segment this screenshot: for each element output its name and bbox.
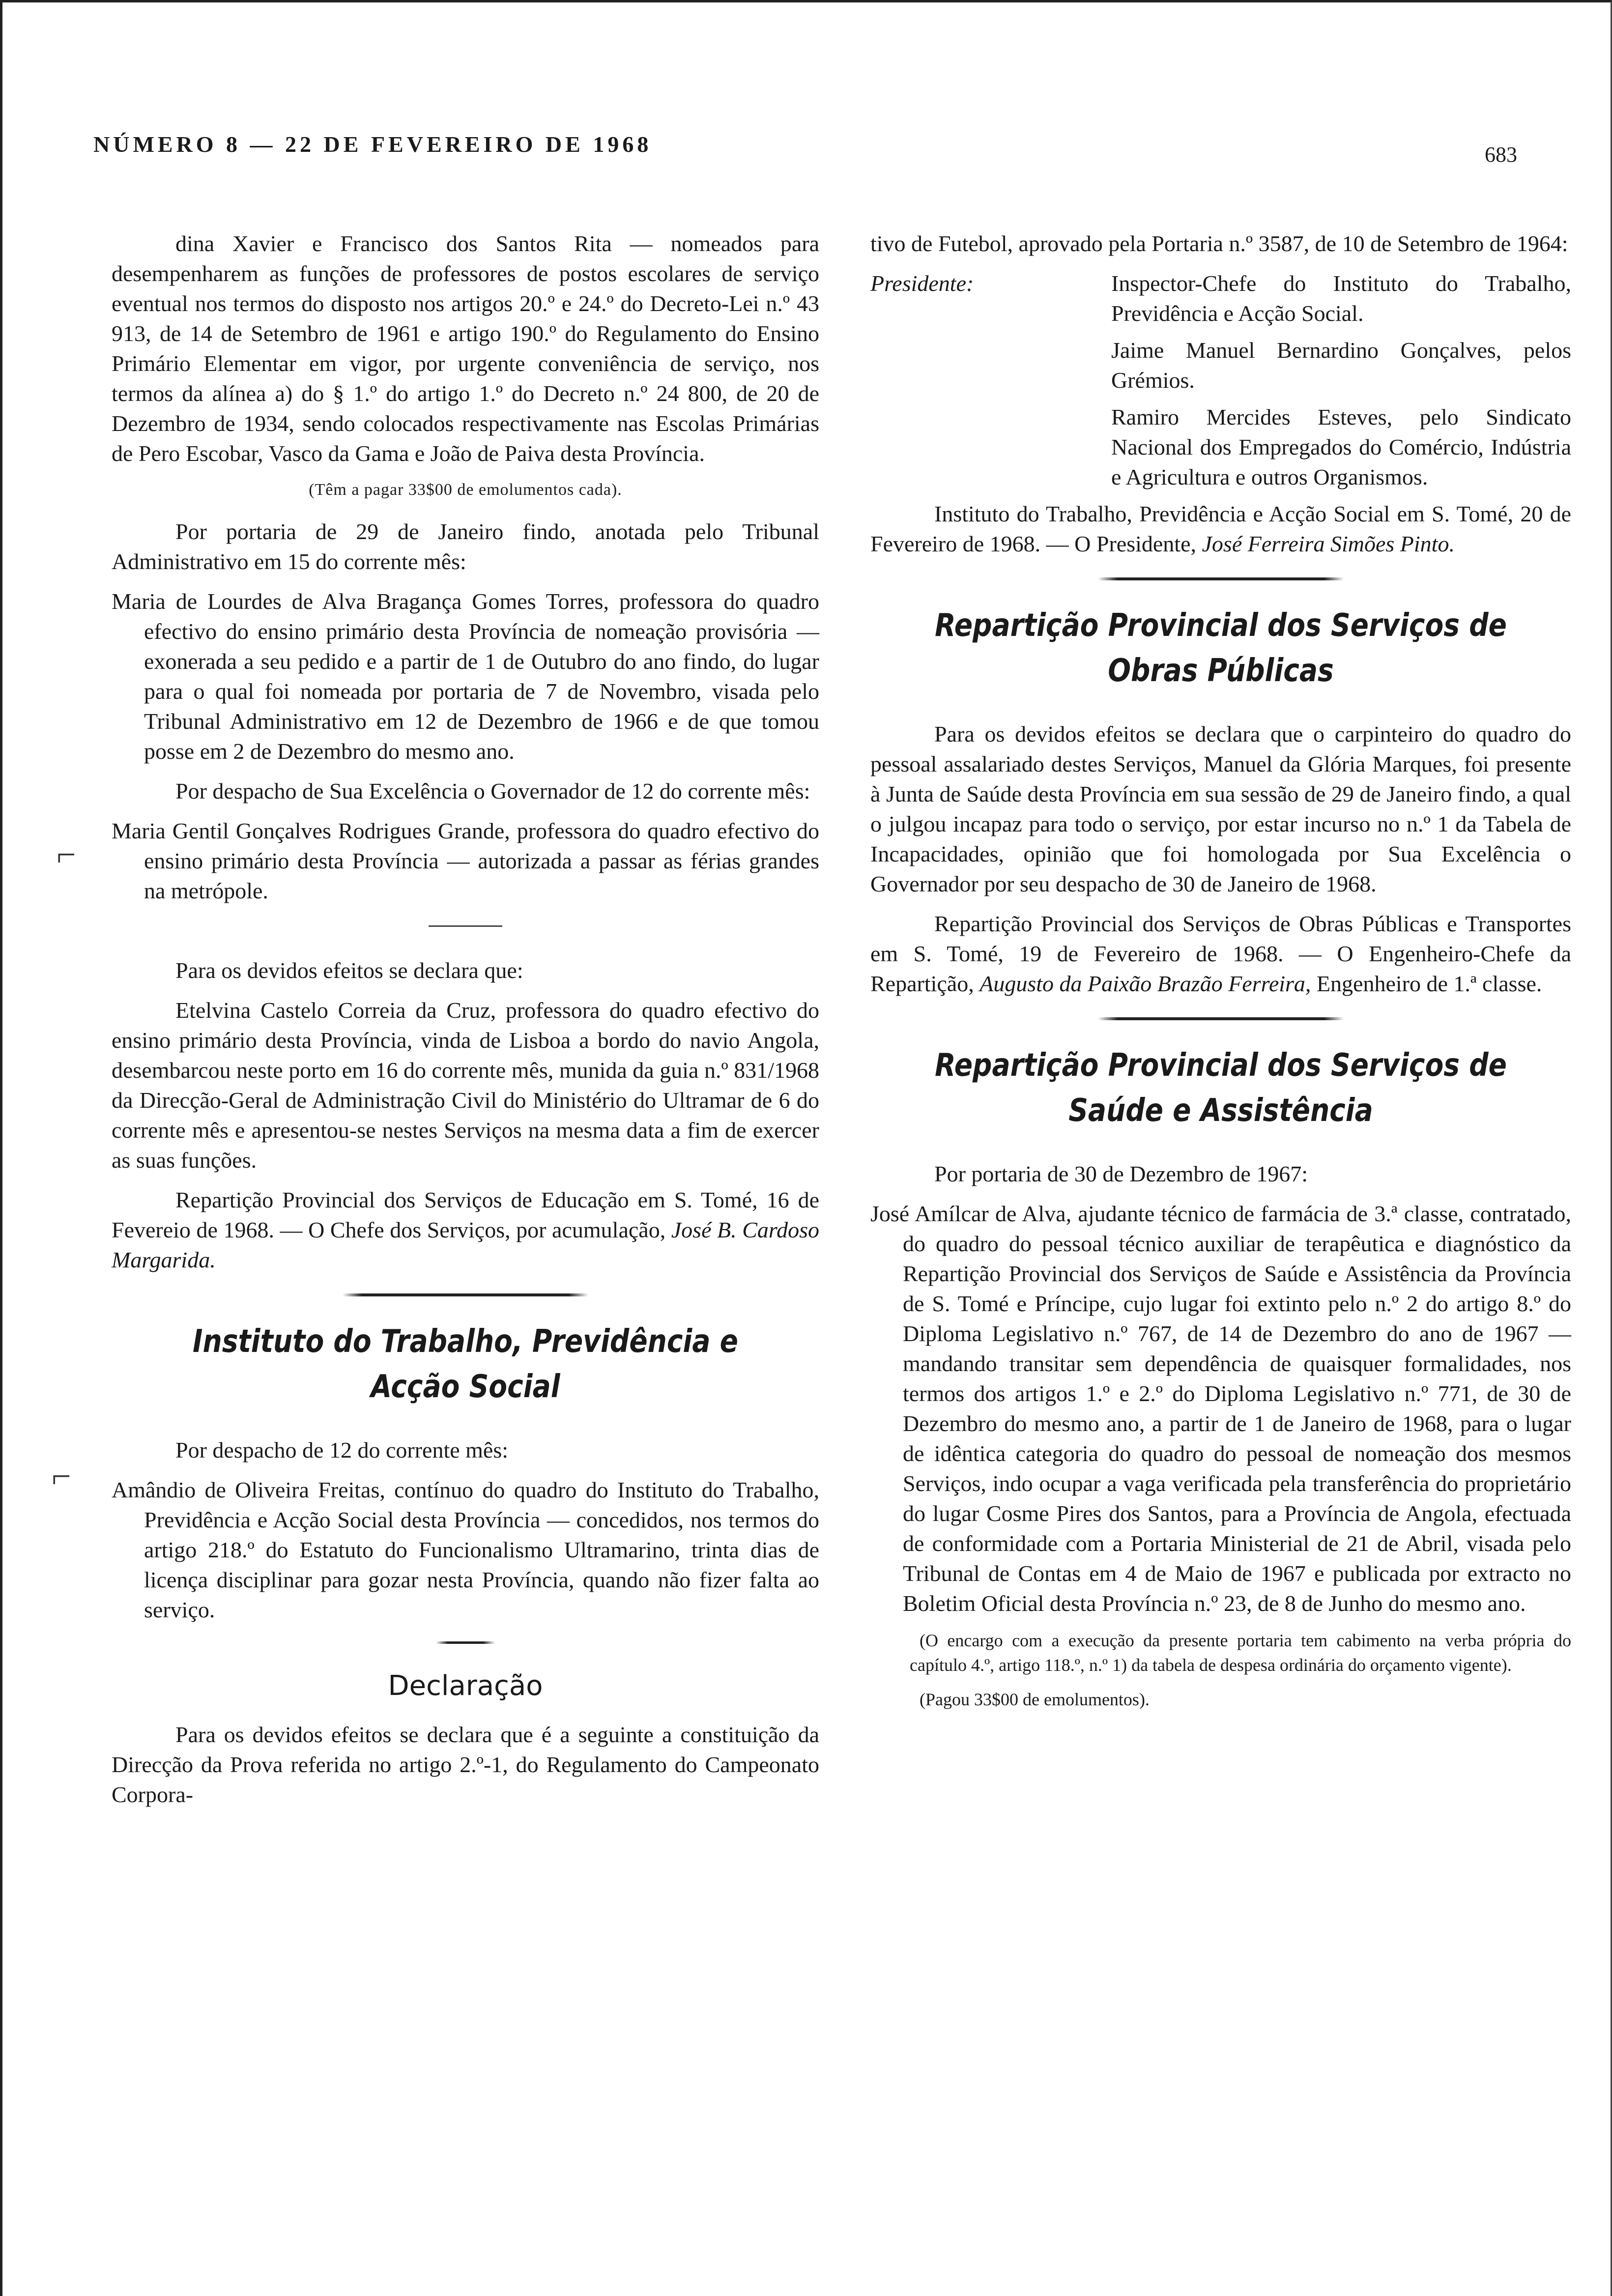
section-divider	[343, 1293, 588, 1296]
section-title: Repartição Provincial dos Serviços de Saúde e Assistência	[935, 1047, 1507, 1129]
signature-title: Engenheiro de 1.ª classe.	[1316, 971, 1542, 996]
declaration-title: Declaração	[388, 1670, 543, 1702]
right-column	[870, 229, 1571, 1722]
committee-member	[870, 268, 1571, 328]
paragraph: Por portaria de 29 de Janeiro findo, anotada pelo Tribunal Administrativo em 15 do corrente mês:	[112, 519, 819, 574]
committee-member: Ramiro Mercides Esteves, pelo Sindicato Nacional dos Empregados do Comércio, Indústria e Agricultura e outros Organismos.	[1111, 404, 1571, 489]
paragraph: Maria de Lourdes de Alva Bragança Gomes Torres, professora do quadro efectivo do ensino primário desta Província de nomeação provisória — exonerada a seu pedido e a partir de 1 de Outubro do ano findo, do lugar para o qual foi nomeada por portaria de 7 de Novembro, visada pelo Tribunal Administrativo em 12 de Dezembro de 1966 e de que tomou posse em 2 de Dezembro do mesmo ano.	[112, 589, 819, 764]
paragraph-text: Repartição Provincial dos Serviços de Obras Públicas e Transportes em S. Tomé, 19 de Fevereiro de 1968. — O Engenheiro-Chefe da Repartição,	[870, 911, 1571, 996]
fee-note: (O encargo com a execução da presente portaria tem cabimento na verba própria do capítulo 4.º, artigo 118.º, n.º 1) da tabela de despesa ordinária do orçamento vigente).	[910, 1631, 1571, 1675]
paragraph: Maria Gentil Gonçalves Rodrigues Grande, professora do quadro efectivo do ensino primário desta Província — autorizada a passar as férias grandes na metrópole.	[112, 818, 819, 903]
section-title: Repartição Provincial dos Serviços de Obras Públicas	[935, 607, 1507, 689]
paragraph-text: Repartição Provincial dos Serviços de Educação em S. Tomé, 16 de Fevereio de 1968. — O Chefe dos Serviços, por acumulação,	[112, 1187, 819, 1242]
section-divider	[1098, 1017, 1344, 1020]
paragraph-text: Instituto do Trabalho, Previdência e Acção Social em S. Tomé, 20 de Fevereiro de 1968. — O Presidente,	[870, 501, 1571, 556]
paragraph: Para os devidos efeitos se declara que:	[175, 958, 523, 983]
paragraph: Etelvina Castelo Correia da Cruz, professora do quadro efectivo do ensino primário desta Província, vinda de Lisboa a bordo do navio Angola, desembarcou neste porto em 16 do corrente mês, munida da guia n.º 831/1968 da Direcção-Geral de Administração Civil do Ministério do Ultramar de 6 do corrente mês e apresentou-se nestes Serviços na mesma data a fim de exercer as suas funções.	[112, 998, 819, 1173]
paragraph: José Amílcar de Alva, ajudante técnico de farmácia de 3.ª classe, contratado, do quadro do pessoal técnico auxiliar de terapêutica e diagnóstico da Repartição Provincial dos Serviços de Saúde e Assistência da Província de S. Tomé e Príncipe, cujo lugar foi extinto pelo n.º 2 do artigo 8.º do Diploma Legislativo n.º 767, de 14 de Dezembro do ano de 1967 — mandando transitar sem dependência de quaisquer formalidades, nos termos dos artigos 1.º e 2.º do Diploma Legislativo n.º 771, de 30 de Dezembro do mesmo ano, a partir de 1 de Janeiro de 1968, para o lugar de idêntica categoria do quadro do pessoal de nomeação dos mesmos Serviços, indo ocupar a vaga verificada pela transferência do proprietário do lugar Cosme Pires dos Santos, para a Província de Angola, efectuada de conformidade com a Portaria Ministerial de 21 de Abril, visada pelo Tribunal de Contas em 4 de Maio de 1967 e publicada por extracto no Boletim Oficial desta Província n.º 23, de 8 de Junho do mesmo ano.	[870, 1201, 1571, 1616]
paragraph: Para os devidos efeitos se declara que é a seguinte a constituição da Direcção da Prova referida no artigo 2.º-1, do Regulamento do Campeonato Corpora-	[112, 1722, 819, 1807]
issue-title: NÚMERO 8 — 22 DE FEVEREIRO DE 1968	[93, 132, 652, 157]
paragraph: Por despacho de 12 do corrente mês:	[175, 1437, 509, 1463]
signature: Augusto da Paixão Brazão Ferreira,	[979, 971, 1311, 996]
committee-member: Jaime Manuel Bernardino Gonçalves, pelos Grémios.	[1111, 338, 1571, 393]
margin-mark: ⌐	[52, 1458, 71, 1495]
section-divider	[1098, 577, 1344, 580]
paragraph: Para os devidos efeitos se declara que o carpinteiro do quadro do pessoal assalariado destes Serviços, Manuel da Glória Marques, foi presente à Junta de Saúde desta Província em sua sessão de 29 de Janeiro findo, a qual o julgou incapaz para todo o serviço, por estar incurso no n.º 1 da Tabela de Incapacidades, opinião que foi homologada por Sua Excelência o Governador por seu despacho de 30 de Janeiro de 1968.	[870, 721, 1571, 896]
fee-note: (Têm a pagar 33$00 de emolumentos cada).	[309, 481, 622, 499]
left-column	[112, 229, 819, 1819]
divider	[429, 925, 502, 927]
paragraph: Por portaria de 30 de Dezembro de 1967:	[934, 1161, 1308, 1186]
page-number: 683	[1485, 143, 1517, 167]
fee-note: (Pagou 33$00 de emolumentos).	[920, 1690, 1150, 1709]
paragraph: Amândio de Oliveira Freitas, contínuo do quadro do Instituto do Trabalho, Previdência e Acção Social desta Província — concedidos, nos termos do artigo 218.º do Estatuto do Funcionalismo Ultramarino, trinta dias de licença disciplinar para gozar nesta Província, quando não fizer falta ao serviço.	[112, 1477, 819, 1622]
member-text: Inspector-Chefe do Instituto do Trabalho, Previdência e Acção Social.	[1111, 271, 1571, 326]
page-header	[93, 131, 1517, 171]
divider	[436, 1641, 495, 1644]
margin-mark: ⌐	[57, 836, 76, 874]
paragraph: tivo de Futebol, aprovado pela Portaria n.º 3587, de 10 de Setembro de 1964:	[870, 231, 1568, 256]
signature-paragraph	[870, 909, 1571, 999]
paragraph: dina Xavier e Francisco dos Santos Rita — nomeados para desempenharem as funções de professores de postos escolares de serviço eventual nos termos do disposto nos artigos 20.º e 24.º do Decreto-Lei n.º 43 913, de 14 de Setembro de 1961 e artigo 190.º do Regulamento do Ensino Primário Elementar em vigor, por urgente conveniência de serviço, nos termos da alínea a) do § 1.º do artigo 1.º do Decreto n.º 24 800, de 20 de Dezembro de 1934, sendo colocados respectivamente nas Escolas Primárias de Pero Escobar, Vasco da Gama e João de Paiva desta Província.	[112, 231, 819, 466]
signature-paragraph	[870, 499, 1571, 559]
signature: José Ferreira Simões Pinto.	[1202, 531, 1455, 556]
paragraph: Por despacho de Sua Excelência o Governador de 12 do corrente mês:	[175, 778, 810, 804]
section-title: Instituto do Trabalho, Previdência e Acção Social	[193, 1323, 738, 1405]
signature: José B. Cardoso Margarida.	[112, 1217, 819, 1272]
role-label: Presidente:	[870, 271, 974, 296]
signature-paragraph	[112, 1185, 819, 1275]
